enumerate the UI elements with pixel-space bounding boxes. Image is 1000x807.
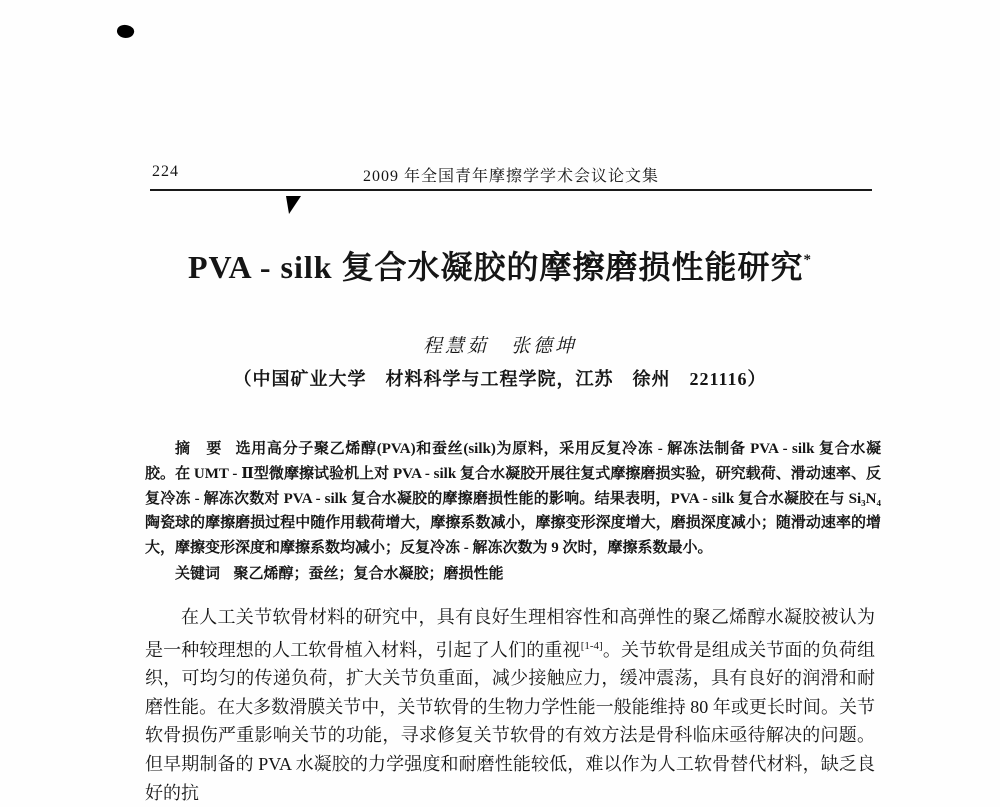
paper-title bbox=[0, 242, 1000, 288]
scan-smudge-top-left bbox=[116, 23, 136, 40]
intro-paragraph-rest: 。关节软骨是组成关节面的负荷组织，可均匀的传递负荷，扩大关节负重面，减少接触应力，缓冲震荡，具有良好的润滑和耐磨性能。在大多数滑膜关节中，关节软骨的生物力学性能一般能维持 80 年或更长时间。关节软骨损伤严重影响关节的功能，寻求修复关节软骨的有效方法是骨科临床亟待解决的问题。但早期制备的 PVA 水凝胶的力学强度和耐磨性能较低，难以作为人工软骨替代材料，缺乏良好的抗 bbox=[145, 640, 875, 803]
page-number: 224 bbox=[152, 163, 179, 181]
abstract-label: 摘 要 bbox=[175, 441, 222, 457]
front-matter bbox=[145, 437, 881, 587]
intro-paragraph bbox=[145, 603, 875, 807]
intro-paragraph-start: 在人工关节软骨材料的研究中，具有良好生理相容性和高弹性的聚乙烯醇水凝胶被认为是一种较理想的人工软骨植入材料，引起了人们的重视 bbox=[145, 607, 875, 660]
abstract-paragraph bbox=[145, 437, 881, 561]
abstract-text: 选用高分子聚乙烯醇(PVA)和蚕丝(silk)为原料，采用反复冷冻 - 解冻法制备 PVA - silk 复合水凝胶。在 UMT - Ⅱ型微摩擦试验机上对 PVA - silk 复合水凝胶开展往复式摩擦磨损实验，研究载荷、滑动速率、反复冷冻 - 解冻次数对 PVA - silk 复合水凝胶的摩擦磨损性能的影响。结果表明，PVA - silk 复合水凝胶在与 Si₃N₄ 陶瓷球的摩擦磨损过程中随作用载荷增大，摩擦系数减小，摩擦变形深度增大，磨损深度减小；随滑动速率的增大，摩擦变形深度和摩擦系数均减小；反复冷冻 - 解冻次数为 9 次时，摩擦系数最小。 bbox=[145, 441, 881, 556]
header-rule bbox=[150, 189, 872, 191]
keywords-label: 关键词 bbox=[175, 566, 220, 582]
title-footnote-marker: * bbox=[804, 252, 813, 268]
proceedings-header: 2009 年全国青年摩擦学学术会议论文集 bbox=[150, 163, 872, 186]
citation-reference: [1-4] bbox=[581, 640, 603, 652]
keywords-text: 聚乙烯醇；蚕丝；复合水凝胶；磨损性能 bbox=[234, 566, 504, 582]
affiliation-line: （中国矿业大学 材料科学与工程学院，江苏 徐州 221116） bbox=[0, 365, 1000, 391]
authors-line: 程慧茹 张德坤 bbox=[0, 331, 1000, 358]
scan-artifact-triangle bbox=[286, 196, 302, 220]
keywords-line bbox=[145, 562, 881, 587]
paper-title-text: PVA - silk 复合水凝胶的摩擦磨损性能研究 bbox=[188, 249, 804, 285]
